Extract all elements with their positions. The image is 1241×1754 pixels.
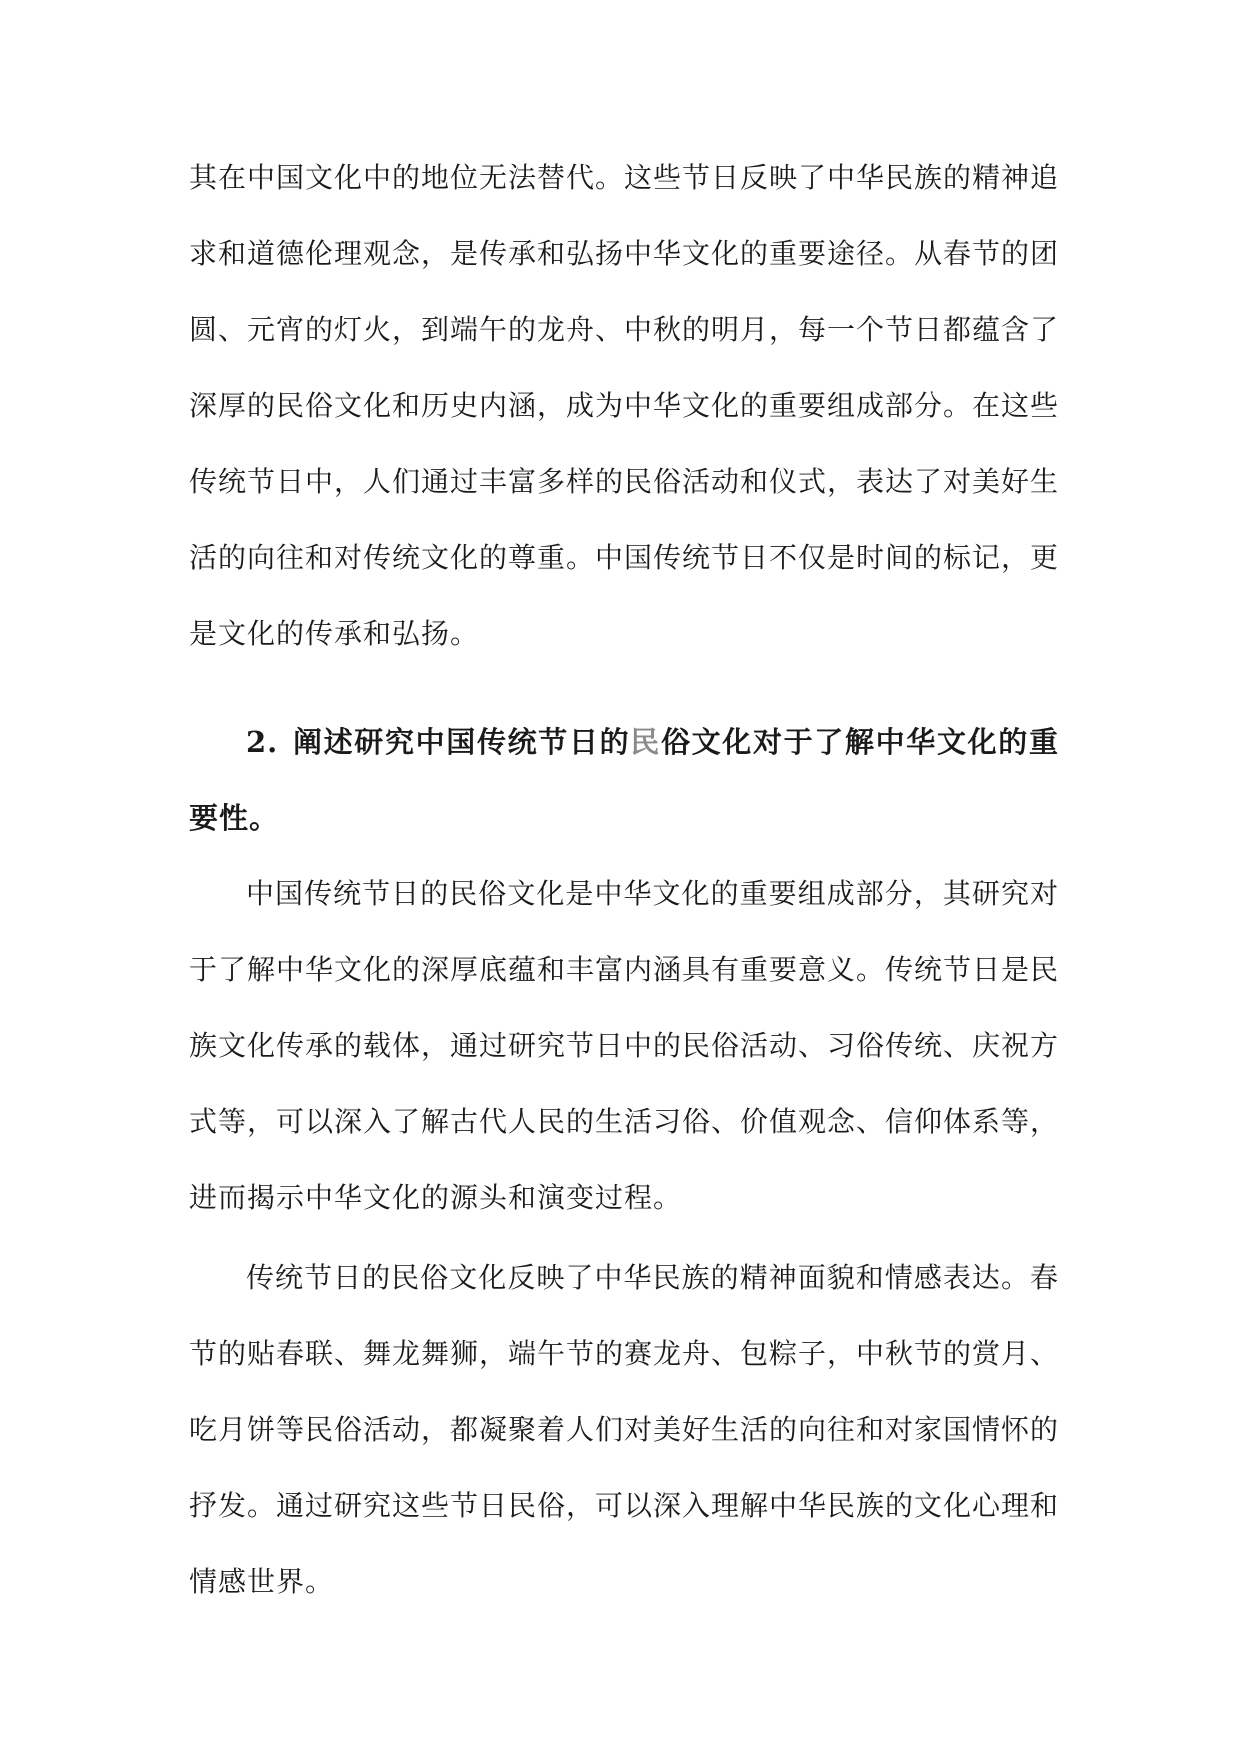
paragraph-intro: 其在中国文化中的地位无法替代。这些节日反映了中华民族的精神追求和道德伦理观念，是传承和弘扬中华文化的重要途径。从春节的团圆、元宵的灯火，到端午的龙舟、中秋的明月，每一个节日都蕴含了深厚的民俗文化和历史内涵，成为中华文化的重要组成部分。在这些传统节日中，人们通过丰富多样的民俗活动和仪式，表达了对美好生活的向往和对传统文化的尊重。中国传统节日不仅是时间的标记，更是文化的传承和弘扬。 [189, 161, 1060, 650]
section-heading-text-start: 阐述研究中国传统节日的 [292, 725, 631, 759]
paragraph-spirit: 传统节日的民俗文化反映了中华民族的精神面貌和情感表达。春节的贴春联、舞龙舞狮，端午节的赛龙舟、包粽子，中秋节的赏月、吃月饼等民俗活动，都凝聚着人们对美好生活的向往和对家国情怀的抒发。通过研究这些节日民俗，可以深入理解中华民族的文化心理和情感世界。 [189, 1261, 1060, 1598]
section-heading-text-faded: 民 [630, 725, 661, 759]
document-page [189, 140, 1059, 1620]
section-heading [189, 704, 1059, 856]
section-number: 2. [246, 725, 279, 759]
paragraph-importance: 中国传统节日的民俗文化是中华文化的重要组成部分，其研究对于了解中华文化的深厚底蕴和丰富内涵具有重要意义。传统节日是民族文化传承的载体，通过研究节日中的民俗活动、习俗传统、庆祝方式等，可以深入了解古代人民的生活习俗、价值观念、信仰体系等，进而揭示中华文化的源头和演变过程。 [189, 877, 1060, 1214]
section-heading-text-end: 俗文化对于了解中华文化的重要性。 [189, 725, 1059, 835]
